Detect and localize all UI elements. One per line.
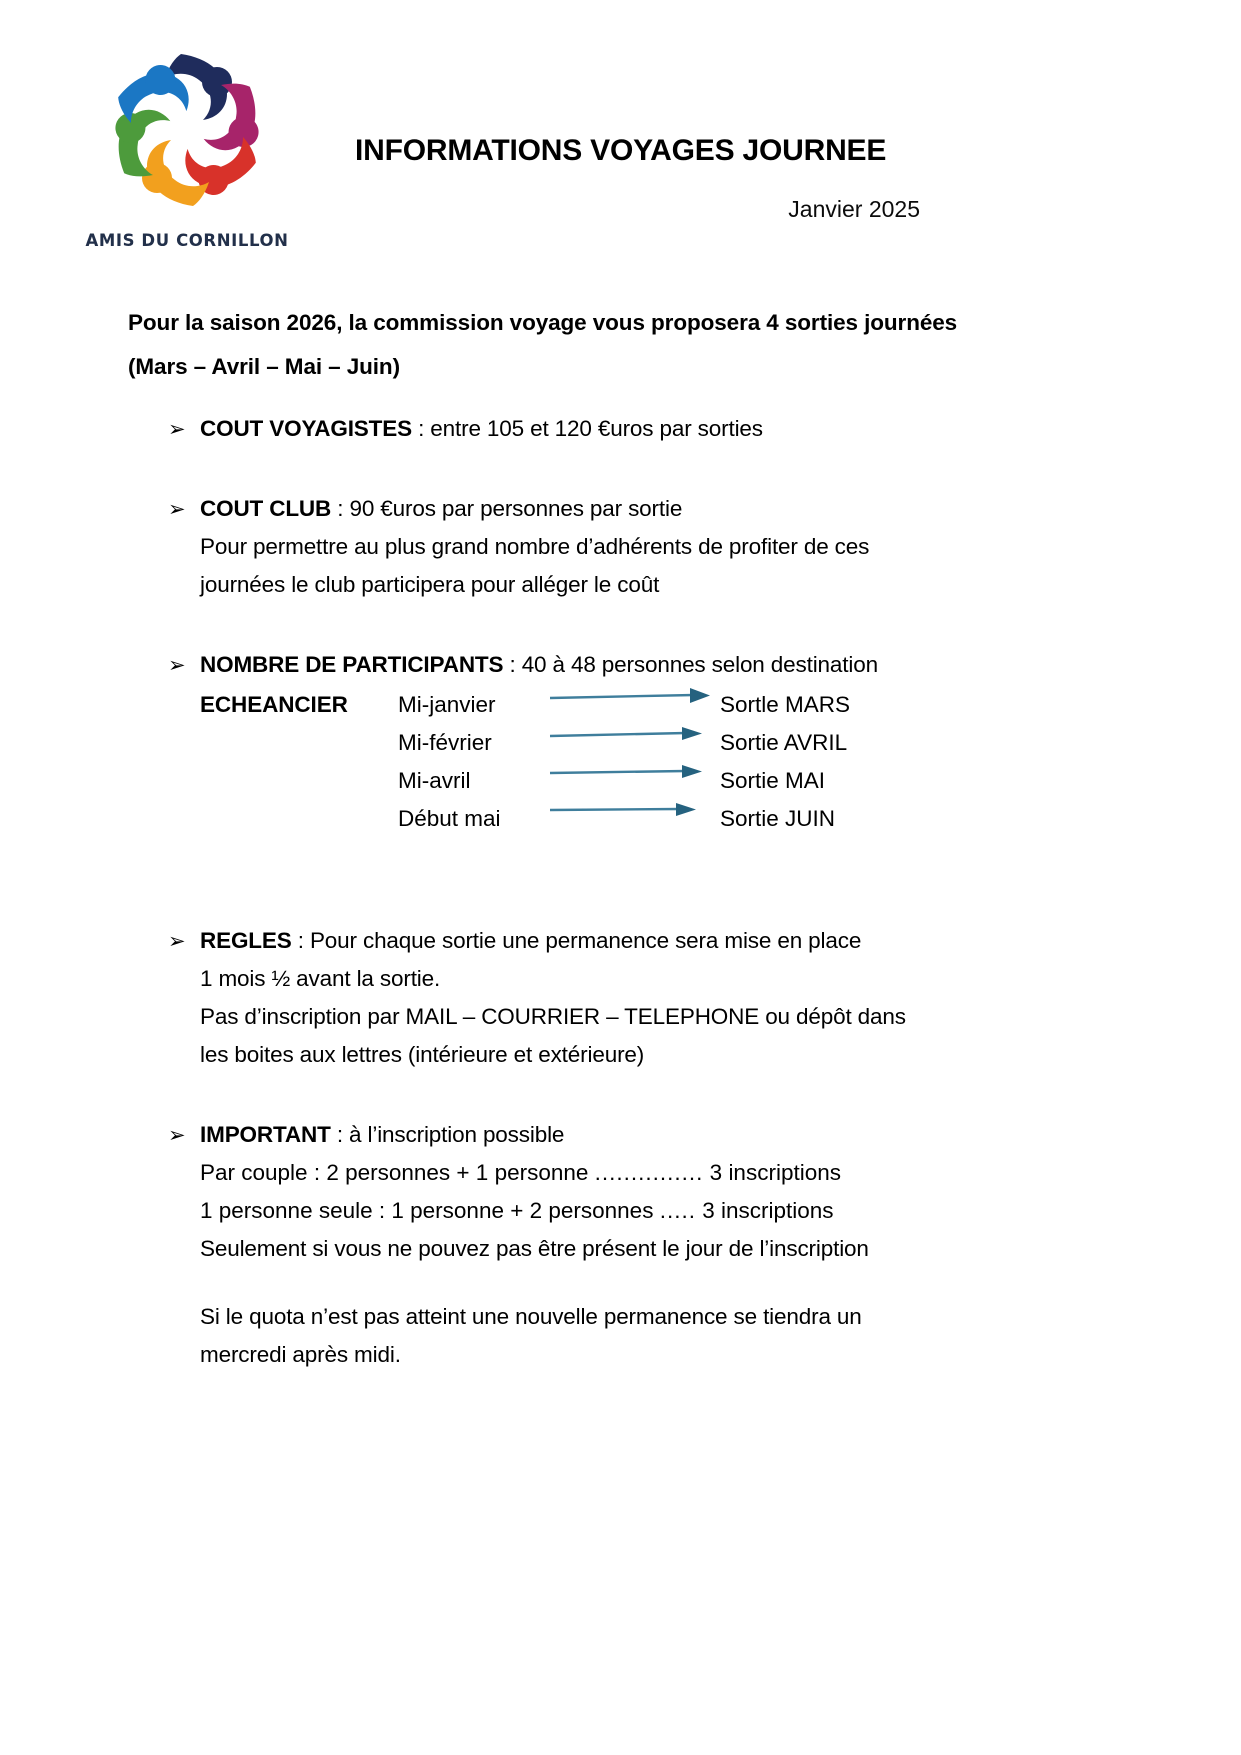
section-value: Pour chaque sortie une permanence sera mise en place [309, 928, 862, 953]
schedule-from: Mi-février [398, 730, 492, 755]
rule-text: Par couple : 2 personnes + 1 personne [200, 1160, 595, 1185]
section-note-line: les boites aux lettres (intérieure et extérieure) [200, 1042, 645, 1067]
section-label: IMPORTANT [200, 1122, 331, 1147]
section-note-line: Pas d’inscription par MAIL – COURRIER – TELEPHONE ou dépôt dans [200, 1004, 906, 1029]
schedule-to: Sortie MAI [720, 768, 826, 793]
section-label: COUT VOYAGISTES [200, 416, 412, 441]
leader-dots: ..... [659, 1198, 696, 1223]
section-note-line: journées le club participera pour alléger le coût [200, 572, 660, 597]
pinwheel-people-icon [87, 38, 287, 223]
spacer [200, 1268, 1241, 1298]
section-separator: : [503, 652, 522, 677]
table-row [398, 762, 1241, 800]
section-value: 90 €uros par personnes par sortie [349, 496, 683, 521]
schedule-to: Sortie JUIN [720, 806, 836, 831]
table-row [398, 686, 1241, 724]
section-note-line: Pour permettre au plus grand nombre d’adhérents de profiter de ces [200, 534, 870, 559]
inscription-rule-row [200, 1154, 1241, 1192]
document-header [0, 0, 1241, 290]
schedule-to: Sortie AVRIL [720, 730, 848, 755]
echeancier-table [0, 686, 1241, 838]
arrow-bullet-icon: ➢ [168, 929, 186, 953]
schedule-from: Mi-janvier [398, 692, 496, 717]
leader-dots: ............... [594, 1160, 704, 1185]
arrow-bullet-icon: ➢ [168, 497, 186, 521]
section-separator: : [411, 416, 431, 441]
right-arrow-icon [548, 686, 720, 724]
section-heading-line [200, 1116, 1241, 1154]
right-arrow-icon [548, 762, 720, 800]
right-arrow-icon [548, 800, 720, 838]
section-nombre-participants [0, 646, 1241, 684]
section-label: REGLES [200, 928, 292, 953]
section-cout-voyagistes [0, 410, 1241, 448]
spacer [0, 838, 1241, 922]
page-title: INFORMATIONS VOYAGES JOURNEE [355, 134, 887, 167]
section-heading-line [200, 646, 1241, 684]
section-heading-line [200, 410, 1241, 448]
arrow-bullet-icon: ➢ [168, 653, 186, 677]
spacer [0, 1074, 1241, 1116]
association-logo [62, 38, 312, 273]
logo-caption: AMIS DU CORNILLON [85, 231, 289, 250]
section-important [0, 1116, 1241, 1374]
arrow-bullet-icon: ➢ [168, 417, 186, 441]
rule-text: 1 personne seule : 1 personne + 2 personnes [200, 1198, 660, 1223]
section-heading-line [200, 490, 1241, 528]
echeancier-rows [398, 686, 1241, 838]
table-row [398, 800, 1241, 838]
sections-list [0, 410, 1241, 1374]
section-note-line: Seulement si vous ne pouvez pas être présent le jour de l’inscription [200, 1236, 869, 1261]
right-arrow-icon [548, 724, 720, 762]
section-label: COUT CLUB [200, 496, 332, 521]
spacer [0, 448, 1241, 490]
document-date: Janvier 2025 [788, 196, 920, 222]
intro-paragraph: Pour la saison 2026, la commission voyage vous proposera 4 sorties journées (Mars – Avril – Mai – Juin) [128, 310, 958, 379]
section-separator: : [291, 928, 310, 953]
rule-result: 3 inscriptions [695, 1198, 834, 1223]
rule-result: 3 inscriptions [703, 1160, 841, 1185]
section-note-line: 1 mois ½ avant la sortie. [200, 966, 441, 991]
schedule-to: Sortle MARS [720, 692, 851, 717]
section-value: à l’inscription possible [349, 1122, 565, 1147]
arrow-bullet-icon: ➢ [168, 1123, 186, 1147]
section-value: entre 105 et 120 €uros par sorties [430, 416, 763, 441]
section-regles [0, 922, 1241, 1074]
section-value: 40 à 48 personnes selon destination [521, 652, 878, 677]
inscription-rule-row [200, 1192, 1241, 1230]
schedule-from: Début mai [398, 806, 501, 831]
spacer [0, 604, 1241, 646]
section-heading-line [200, 922, 1241, 960]
section-separator: : [330, 1122, 350, 1147]
section-separator: : [331, 496, 350, 521]
table-row [398, 724, 1241, 762]
echeancier-label: ECHEANCIER [200, 692, 348, 717]
closing-note-line: Si le quota n’est pas atteint une nouvelle permanence se tiendra un [200, 1304, 862, 1329]
closing-note-line: mercredi après midi. [200, 1342, 401, 1367]
schedule-from: Mi-avril [398, 768, 471, 793]
section-label: NOMBRE DE PARTICIPANTS [200, 652, 504, 677]
section-cout-club [0, 490, 1241, 604]
